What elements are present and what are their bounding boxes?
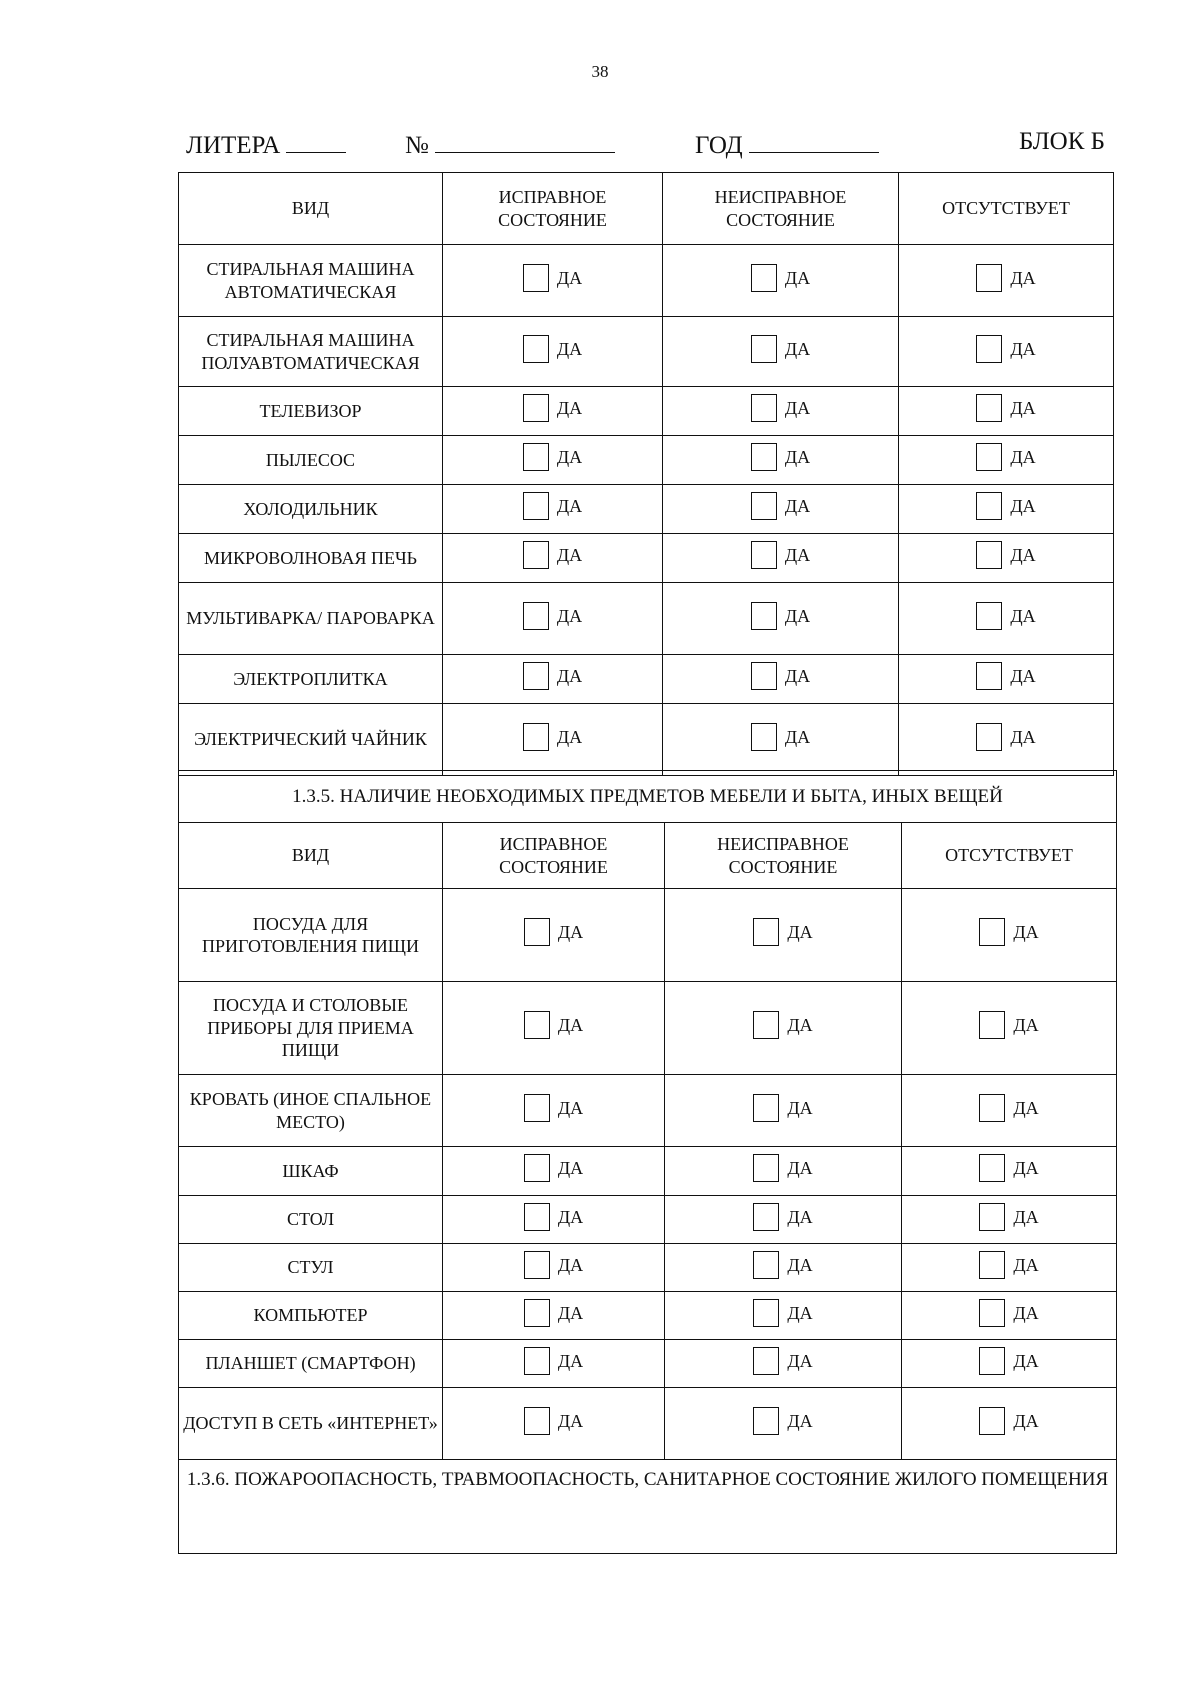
good-option [523,723,582,751]
yes-label: ДА [787,1410,813,1431]
bad-checkbox[interactable] [753,1251,779,1279]
good-checkbox[interactable] [523,723,549,751]
col-absent-header: ОТСУТСТВУЕТ [902,823,1117,889]
item-name: ПОСУДА ДЛЯ ПРИГОТОВЛЕНИЯ ПИЩИ [179,889,443,982]
good-checkbox[interactable] [523,541,549,569]
good-checkbox[interactable] [523,662,549,690]
good-cell [443,1075,665,1147]
absent-option [979,1094,1038,1122]
absent-checkbox[interactable] [976,492,1002,520]
good-checkbox[interactable] [524,1347,550,1375]
bad-checkbox[interactable] [753,1094,779,1122]
absent-cell [899,655,1114,704]
yes-label: ДА [556,398,583,418]
absent-option [976,264,1035,292]
table-row [179,1244,1117,1292]
table-row [179,1292,1117,1340]
litera-field [186,128,346,160]
good-checkbox[interactable] [524,1154,550,1182]
bad-cell [665,1388,902,1460]
bad-option [751,394,810,422]
yes-label: ДА [1013,1302,1039,1323]
yes-label: ДА [784,447,811,467]
absent-checkbox[interactable] [979,1347,1005,1375]
bad-option [751,662,810,690]
bad-checkbox[interactable] [753,1299,779,1327]
yes-label: ДА [784,545,811,565]
yes-label: ДА [787,1097,813,1118]
bad-cell [665,1292,902,1340]
bad-cell [665,982,902,1075]
bad-option [751,541,810,569]
absent-checkbox[interactable] [976,723,1002,751]
good-option [523,443,582,471]
good-cell [443,485,663,534]
good-cell [443,1292,665,1340]
item-name: МИКРОВОЛНОВАЯ ПЕЧЬ [179,534,443,583]
good-checkbox[interactable] [524,918,550,946]
good-option [524,1203,583,1231]
yes-label: ДА [557,1254,584,1275]
page-number: 38 [591,62,609,81]
good-cell [443,387,663,436]
litera-blank[interactable] [286,128,346,153]
table-row [179,1196,1117,1244]
absent-checkbox[interactable] [976,264,1002,292]
bad-cell [663,436,899,485]
good-option [524,1011,583,1039]
item-name: ПЛАНШЕТ (СМАРТФОН) [179,1340,443,1388]
absent-checkbox[interactable] [979,1011,1005,1039]
good-checkbox[interactable] [524,1094,550,1122]
table-row [179,436,1114,485]
item-name: СТУЛ [179,1244,443,1292]
yes-label: ДА [557,1410,584,1431]
yes-label: ДА [784,398,811,418]
yes-label: ДА [1013,1097,1039,1118]
good-cell [443,1147,665,1196]
absent-option [979,1203,1038,1231]
absent-checkbox[interactable] [976,602,1002,630]
yes-label: ДА [787,1254,813,1275]
absent-checkbox[interactable] [976,335,1002,363]
absent-cell [902,1196,1117,1244]
year-blank[interactable] [749,128,879,153]
bad-option [753,1299,812,1327]
yes-label: ДА [787,1158,813,1178]
yes-label: ДА [556,666,583,686]
litera-label: ЛИТЕРА [186,132,281,159]
bad-option [753,1154,812,1182]
yes-label: ДА [557,1097,584,1118]
absent-option [979,1154,1038,1182]
yes-label: ДА [1013,1015,1039,1035]
absent-cell [899,245,1114,317]
good-checkbox[interactable] [523,492,549,520]
bad-cell [663,534,899,583]
absent-option [976,662,1035,690]
good-cell [443,1340,665,1388]
bad-cell [665,1075,902,1147]
good-option [523,264,582,292]
bad-checkbox[interactable] [751,602,777,630]
bad-cell [665,1244,902,1292]
col-good-header: ИСПРАВНОЕ СОСТОЯНИЕ [443,173,663,245]
absent-option [979,1251,1038,1279]
table-row [179,387,1114,436]
bad-checkbox[interactable] [751,264,777,292]
absent-cell [899,436,1114,485]
absent-checkbox[interactable] [979,1407,1005,1435]
yes-label: ДА [556,545,583,565]
good-checkbox[interactable] [524,1407,550,1435]
item-name: КРОВАТЬ (ИНОЕ СПАЛЬНОЕ МЕСТО) [179,1075,443,1147]
item-name: ДОСТУП В СЕТЬ «ИНТЕРНЕТ» [179,1388,443,1460]
col-absent-header: ОТСУТСТВУЕТ [899,173,1114,245]
yes-label: ДА [1010,338,1036,359]
good-checkbox[interactable] [524,1299,550,1327]
absent-checkbox[interactable] [979,1094,1005,1122]
col-type-header: ВИД [179,173,443,245]
year-label: ГОД [695,132,743,159]
bad-option [753,1011,812,1039]
form-header [180,128,1105,162]
good-option [524,918,583,946]
yes-label: ДА [1010,726,1036,747]
bad-option [753,918,812,946]
bad-checkbox[interactable] [751,541,777,569]
absent-checkbox[interactable] [976,443,1002,471]
good-option [523,602,582,630]
bad-checkbox[interactable] [751,335,777,363]
item-name: ПОСУДА И СТОЛОВЫЕ ПРИБОРЫ ДЛЯ ПРИЕМА ПИЩИ [179,982,443,1075]
item-name: СТИРАЛЬНАЯ МАШИНА ПОЛУАВТОМАТИЧЕСКАЯ [179,317,443,387]
absent-option [976,443,1035,471]
absent-cell [899,317,1114,387]
good-option [524,1299,583,1327]
table-row [179,982,1117,1075]
appliances-table [178,172,1114,776]
number-blank[interactable] [435,128,615,153]
bad-option [753,1251,812,1279]
absent-checkbox[interactable] [979,1299,1005,1327]
item-name: ПЫЛЕСОС [179,436,443,485]
bad-cell [663,317,899,387]
item-name: ТЕЛЕВИЗОР [179,387,443,436]
yes-label: ДА [557,1206,584,1227]
absent-cell [902,1147,1117,1196]
good-option [524,1154,583,1182]
yes-label: ДА [784,338,811,359]
bad-checkbox[interactable] [753,1203,779,1231]
bad-cell [663,704,899,776]
section-136-title: 1.3.6. ПОЖАРООПАСНОСТЬ, ТРАВМООПАСНОСТЬ, САНИТАРНОЕ СОСТОЯНИЕ ЖИЛОГО ПОМЕЩЕНИЯ [179,1460,1117,1554]
bad-cell [663,485,899,534]
table-row [179,317,1114,387]
table-row [179,485,1114,534]
bad-checkbox[interactable] [751,394,777,422]
item-name: СТИРАЛЬНАЯ МАШИНА АВТОМАТИЧЕСКАЯ [179,245,443,317]
table-row [179,655,1114,704]
good-option [523,662,582,690]
bad-cell [663,583,899,655]
absent-option [979,1011,1038,1039]
yes-label: ДА [1010,605,1036,626]
good-option [524,1251,583,1279]
furniture-table [178,770,1117,1554]
absent-option [979,918,1038,946]
absent-option [979,1347,1038,1375]
absent-checkbox[interactable] [976,394,1002,422]
yes-label: ДА [556,447,583,467]
yes-label: ДА [1013,1158,1039,1178]
absent-cell [902,1244,1117,1292]
good-cell [443,436,663,485]
absent-cell [902,1292,1117,1340]
bad-cell [665,889,902,982]
absent-cell [902,889,1117,982]
bad-option [753,1407,812,1435]
good-checkbox[interactable] [524,1011,550,1039]
absent-option [979,1407,1038,1435]
col-bad-header: НЕИСПРАВНОЕ СОСТОЯНИЕ [663,173,899,245]
item-name: ЭЛЕКТРОПЛИТКА [179,655,443,704]
yes-label: ДА [787,1206,813,1227]
year-field [695,128,879,160]
table-row [179,889,1117,982]
bad-option [753,1347,812,1375]
bad-checkbox[interactable] [753,1154,779,1182]
good-checkbox[interactable] [523,335,549,363]
yes-label: ДА [557,1158,584,1178]
table-row [179,704,1114,776]
yes-label: ДА [784,666,811,686]
absent-option [976,394,1035,422]
bad-checkbox[interactable] [751,662,777,690]
yes-label: ДА [557,1302,584,1323]
yes-label: ДА [787,1015,813,1035]
absent-cell [899,704,1114,776]
table-row [179,583,1114,655]
section-135-title: 1.3.5. НАЛИЧИЕ НЕОБХОДИМЫХ ПРЕДМЕТОВ МЕБЕЛИ И БЫТА, ИНЫХ ВЕЩЕЙ [179,771,1117,823]
bad-checkbox[interactable] [753,1011,779,1039]
good-checkbox[interactable] [523,264,549,292]
table-row [179,1388,1117,1460]
bad-checkbox[interactable] [753,918,779,946]
yes-label: ДА [557,1015,584,1035]
bad-cell [663,655,899,704]
bad-option [753,1094,812,1122]
good-cell [443,1196,665,1244]
good-cell [443,583,663,655]
yes-label: ДА [557,922,584,942]
item-name: ШКАФ [179,1147,443,1196]
bad-cell [663,245,899,317]
col-good-header: ИСПРАВНОЕ СОСТОЯНИЕ [443,823,665,889]
block-label: БЛОК Б [1018,128,1105,155]
yes-label: ДА [787,1302,813,1323]
absent-cell [902,982,1117,1075]
yes-label: ДА [784,605,811,626]
bad-option [753,1203,812,1231]
bad-cell [663,387,899,436]
absent-cell [902,1075,1117,1147]
absent-cell [902,1340,1117,1388]
yes-label: ДА [1010,666,1036,686]
table-row [179,245,1114,317]
yes-label: ДА [1010,267,1036,288]
good-checkbox[interactable] [523,394,549,422]
absent-checkbox[interactable] [976,662,1002,690]
absent-option [979,1299,1038,1327]
good-cell [443,655,663,704]
bad-cell [665,1340,902,1388]
appliances-header-row [179,173,1114,245]
good-cell [443,1244,665,1292]
bad-option [751,723,810,751]
item-name: МУЛЬТИВАРКА/ ПАРОВАРКА [179,583,443,655]
yes-label: ДА [784,496,811,516]
absent-checkbox[interactable] [976,541,1002,569]
good-option [524,1407,583,1435]
yes-label: ДА [784,267,811,288]
yes-label: ДА [1013,1254,1039,1275]
absent-option [976,492,1035,520]
col-bad-header: НЕИСПРАВНОЕ СОСТОЯНИЕ [665,823,902,889]
bad-cell [665,1147,902,1196]
table-row [179,1075,1117,1147]
item-name: ЭЛЕКТРИЧЕСКИЙ ЧАЙНИК [179,704,443,776]
absent-cell [899,485,1114,534]
bad-checkbox[interactable] [753,1347,779,1375]
good-cell [443,245,663,317]
yes-label: ДА [556,338,583,359]
yes-label: ДА [787,922,813,942]
yes-label: ДА [1010,398,1036,418]
yes-label: ДА [1013,922,1039,942]
item-name: СТОЛ [179,1196,443,1244]
bad-option [751,492,810,520]
good-option [524,1347,583,1375]
bad-option [751,264,810,292]
item-name: ХОЛОДИЛЬНИК [179,485,443,534]
absent-cell [899,583,1114,655]
yes-label: ДА [556,267,583,288]
yes-label: ДА [1013,1410,1039,1431]
absent-checkbox[interactable] [979,1251,1005,1279]
table-row [179,534,1114,583]
absent-checkbox[interactable] [979,1203,1005,1231]
yes-label: ДА [1013,1206,1039,1227]
bad-cell [665,1196,902,1244]
good-cell [443,982,665,1075]
number-field [405,128,615,160]
absent-checkbox[interactable] [979,1154,1005,1182]
good-checkbox[interactable] [524,1251,550,1279]
bad-option [751,335,810,363]
absent-option [976,335,1035,363]
bad-checkbox[interactable] [751,443,777,471]
yes-label: ДА [556,726,583,747]
absent-option [976,602,1035,630]
absent-option [976,541,1035,569]
table-row [179,1147,1117,1196]
bad-checkbox[interactable] [751,492,777,520]
good-option [523,492,582,520]
absent-cell [899,534,1114,583]
good-checkbox[interactable] [523,602,549,630]
bad-option [751,443,810,471]
number-label: № [405,132,429,159]
yes-label: ДА [1010,496,1036,516]
good-option [523,541,582,569]
good-checkbox[interactable] [523,443,549,471]
yes-label: ДА [1013,1350,1039,1371]
yes-label: ДА [557,1350,584,1371]
good-option [523,394,582,422]
section-136-row [179,1460,1117,1554]
good-checkbox[interactable] [524,1203,550,1231]
section-135-row [179,771,1117,823]
absent-cell [899,387,1114,436]
yes-label: ДА [787,1350,813,1371]
absent-option [976,723,1035,751]
yes-label: ДА [556,605,583,626]
yes-label: ДА [1010,447,1036,467]
good-cell [443,1388,665,1460]
yes-label: ДА [556,496,583,516]
item-name: КОМПЬЮТЕР [179,1292,443,1340]
table-row [179,1340,1117,1388]
bad-option [751,602,810,630]
yes-label: ДА [784,726,811,747]
col-type-header: ВИД [179,823,443,889]
yes-label: ДА [1010,545,1036,565]
bad-checkbox[interactable] [751,723,777,751]
good-cell [443,317,663,387]
good-option [524,1094,583,1122]
good-cell [443,704,663,776]
good-cell [443,534,663,583]
good-option [523,335,582,363]
good-cell [443,889,665,982]
absent-checkbox[interactable] [979,918,1005,946]
furniture-header-row [179,823,1117,889]
bad-checkbox[interactable] [753,1407,779,1435]
absent-cell [902,1388,1117,1460]
